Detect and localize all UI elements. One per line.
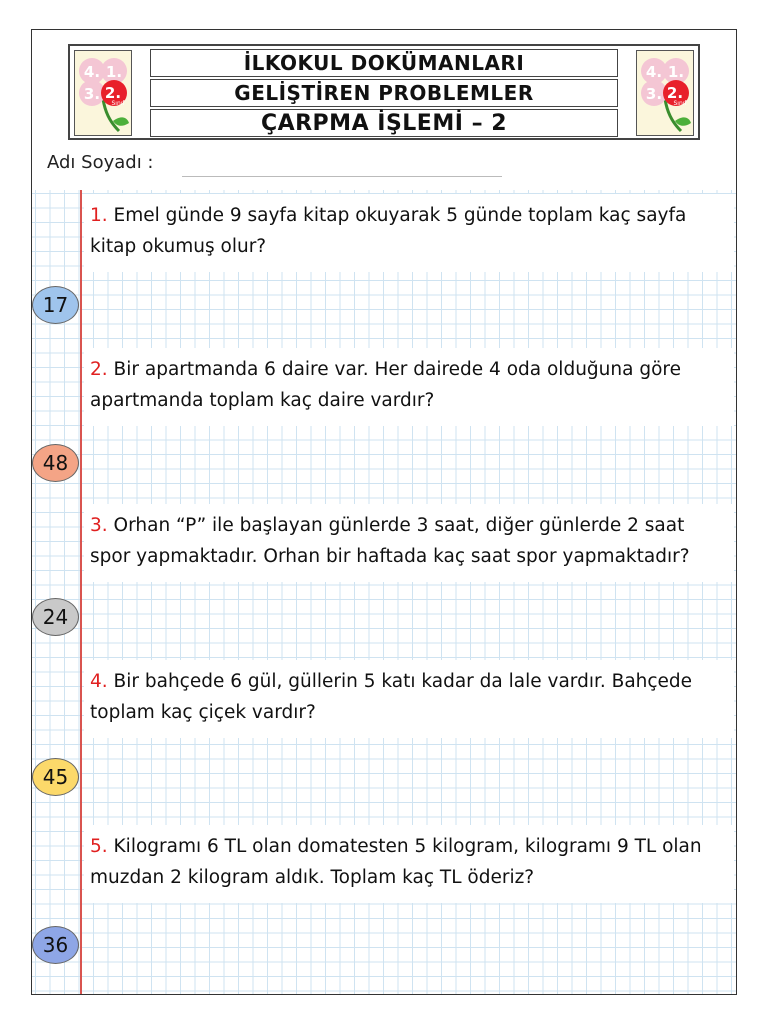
logo-number: 3.: [83, 85, 101, 103]
question-number: 5.: [90, 836, 108, 857]
question-text: Kilogramı 6 TL olan domatesten 5 kilogram, kilogramı 9 TL olan muzdan 2 kilogram aldık. Toplam kaç TL öderiz?: [90, 836, 702, 888]
clover-logo-icon: [637, 51, 693, 135]
answer-circle-2: 48: [32, 444, 79, 482]
question-text: Bir apartmanda 6 daire var. Her dairede 4 oda olduğuna göre apartmanda toplam kaç daire vardır?: [90, 359, 681, 411]
clover-logo-left: [74, 50, 132, 136]
question-text: Emel günde 9 sayfa kitap okuyarak 5 günde toplam kaç sayfa kitap okumuş olur?: [90, 205, 687, 257]
margin-line: [80, 190, 82, 995]
answer-circle-1: 17: [32, 286, 79, 324]
clover-logo-right: [636, 50, 694, 136]
question-text: Orhan “P” ile başlayan günlerde 3 saat, diğer günlerde 2 saat spor yapmaktadır. Orhan bir haftada kaç saat spor yapmaktadır?: [90, 515, 690, 567]
logo-number: 3.: [645, 85, 663, 103]
logo-number: 2.: [666, 84, 684, 102]
logo-number: 1.: [667, 63, 685, 81]
question-number: 4.: [90, 671, 108, 692]
question-4: [84, 660, 734, 738]
worksheet-header: [68, 44, 700, 140]
logo-number: 4.: [83, 63, 101, 81]
header-title-line-2: GELİŞTİREN PROBLEMLER: [150, 79, 618, 107]
question-5: [84, 825, 734, 903]
student-name-field[interactable]: [182, 176, 502, 177]
question-number: 3.: [90, 515, 108, 536]
logo-tag: Sınıf: [673, 100, 687, 107]
header-title-line-1: İLKOKUL DOKÜMANLARI: [150, 49, 618, 77]
logo-number: 2.: [104, 84, 122, 102]
worksheet-page: [31, 29, 737, 995]
clover-logo-icon: [75, 51, 131, 135]
header-title-line-3: ÇARPMA İŞLEMİ – 2: [150, 109, 618, 137]
answer-circle-3: 24: [32, 598, 79, 636]
student-name-label: Adı Soyadı :: [47, 152, 154, 173]
question-number: 2.: [90, 359, 108, 380]
question-3: [84, 504, 734, 582]
logo-tag: Sınıf: [111, 100, 125, 107]
logo-number: 4.: [645, 63, 663, 81]
question-text: Bir bahçede 6 gül, güllerin 5 katı kadar da lale vardır. Bahçede toplam kaç çiçek vardır?: [90, 671, 693, 723]
question-2: [84, 348, 734, 426]
logo-number: 1.: [105, 63, 123, 81]
answer-circle-5: 36: [32, 926, 79, 964]
answer-circle-4: 45: [32, 758, 79, 796]
question-1: [84, 194, 734, 272]
question-number: 1.: [90, 205, 108, 226]
